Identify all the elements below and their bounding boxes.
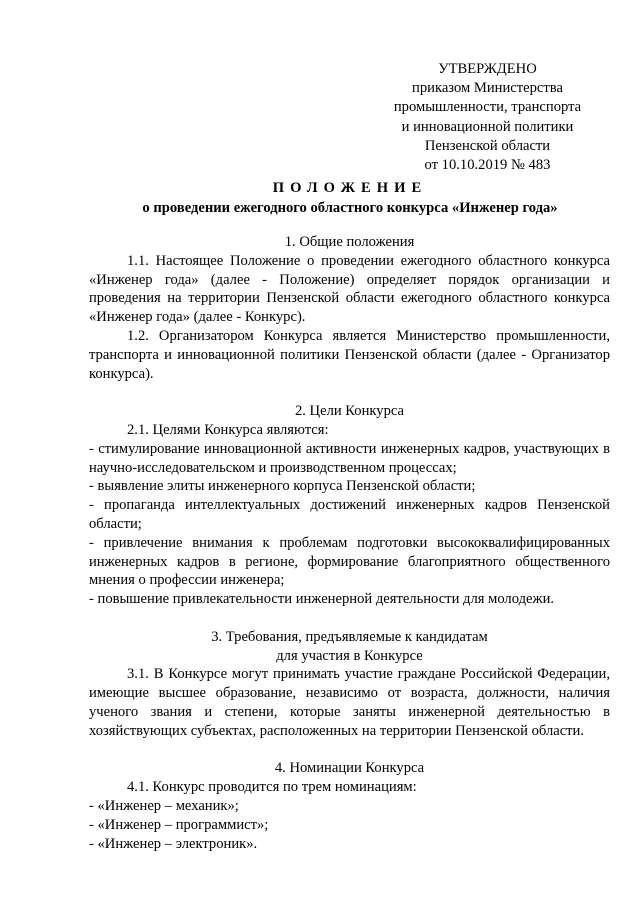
section-heading: 3. Требования, предъявляемые к кандидатам (211, 628, 488, 645)
document-title: ПОЛОЖЕНИЕ (272, 180, 428, 196)
paragraph: 3.1. В Конкурсе могут принимать участие граждане Российской Федерации, имеющие высшее образование, независимо от возраста, должности, наличия ученого звания и степени, которые заняты инженерной деятельностью в хозяйствующих субъектах, расположенных на территории Пензенской области. (89, 666, 610, 739)
section-heading: 2. Цели Конкурса (294, 403, 405, 420)
list-item: - выявление элиты инженерного корпуса Пензенской области; (89, 478, 476, 495)
section-heading: 1. Общие положения (284, 234, 415, 250)
section-heading-continued: для участия в Конкурсе (276, 647, 423, 664)
list-item: - пропаганда интеллектуальных достижений инженерных кадров Пензенской области; (89, 497, 610, 532)
approval-heading: УТВЕРЖДЕНО (438, 61, 537, 77)
list-item: - «Инженер – электроник». (89, 835, 258, 852)
spacer (89, 609, 610, 628)
list-item: - привлечение внимания к проблемам подготовки высококвалифицированных инженерных кадров в регионе, формирование благоприятного общественного мнения о профессии инженера; (89, 534, 610, 589)
paragraph: 2.1. Целями Конкурса являются: (127, 421, 329, 438)
approval-date-number: от 10.10.2019 № 483 (424, 157, 551, 174)
list-item: - повышение привлекательности инженерной деятельности для молодежи. (89, 591, 555, 608)
approval-line: промышленности, транспорта (393, 99, 582, 116)
section-heading: 4. Номинации Конкурса (274, 760, 425, 777)
document-body (89, 233, 610, 853)
document-subtitle: о проведении ежегодного областного конкурса «Инженер года» (142, 200, 558, 216)
paragraph: 4.1. Конкурс проводится по трем номинациям: (127, 779, 417, 796)
approval-line: Пензенской области (424, 137, 551, 154)
list-item: - стимулирование инновационной активности инженерных кадров, участвующих в научно-исследовательском и производственном процессах; (89, 440, 610, 476)
approval-stamp-block (380, 60, 595, 175)
list-item: - «Инженер – механик»; (89, 797, 239, 814)
paragraph: 1.1. Настоящее Положение о проведении ежегодного областного конкурса «Инженер года» (далее - Положение) определяет порядок организации и проведения на территории Пензенской области ежегодного областного конкурса «Инженер года» (далее - Конкурс). (89, 252, 610, 326)
spacer (89, 741, 610, 760)
approval-line: и инновационной политики (401, 118, 574, 135)
spacer (89, 383, 610, 402)
approval-line: приказом Министерства (412, 80, 563, 97)
paragraph: 1.2. Организатором Конкурса является Министерство промышленности, транспорта и инновационной политики Пензенской области (далее - Организатор конкурса). (89, 327, 610, 382)
list-item: - «Инженер – программист»; (89, 816, 269, 833)
